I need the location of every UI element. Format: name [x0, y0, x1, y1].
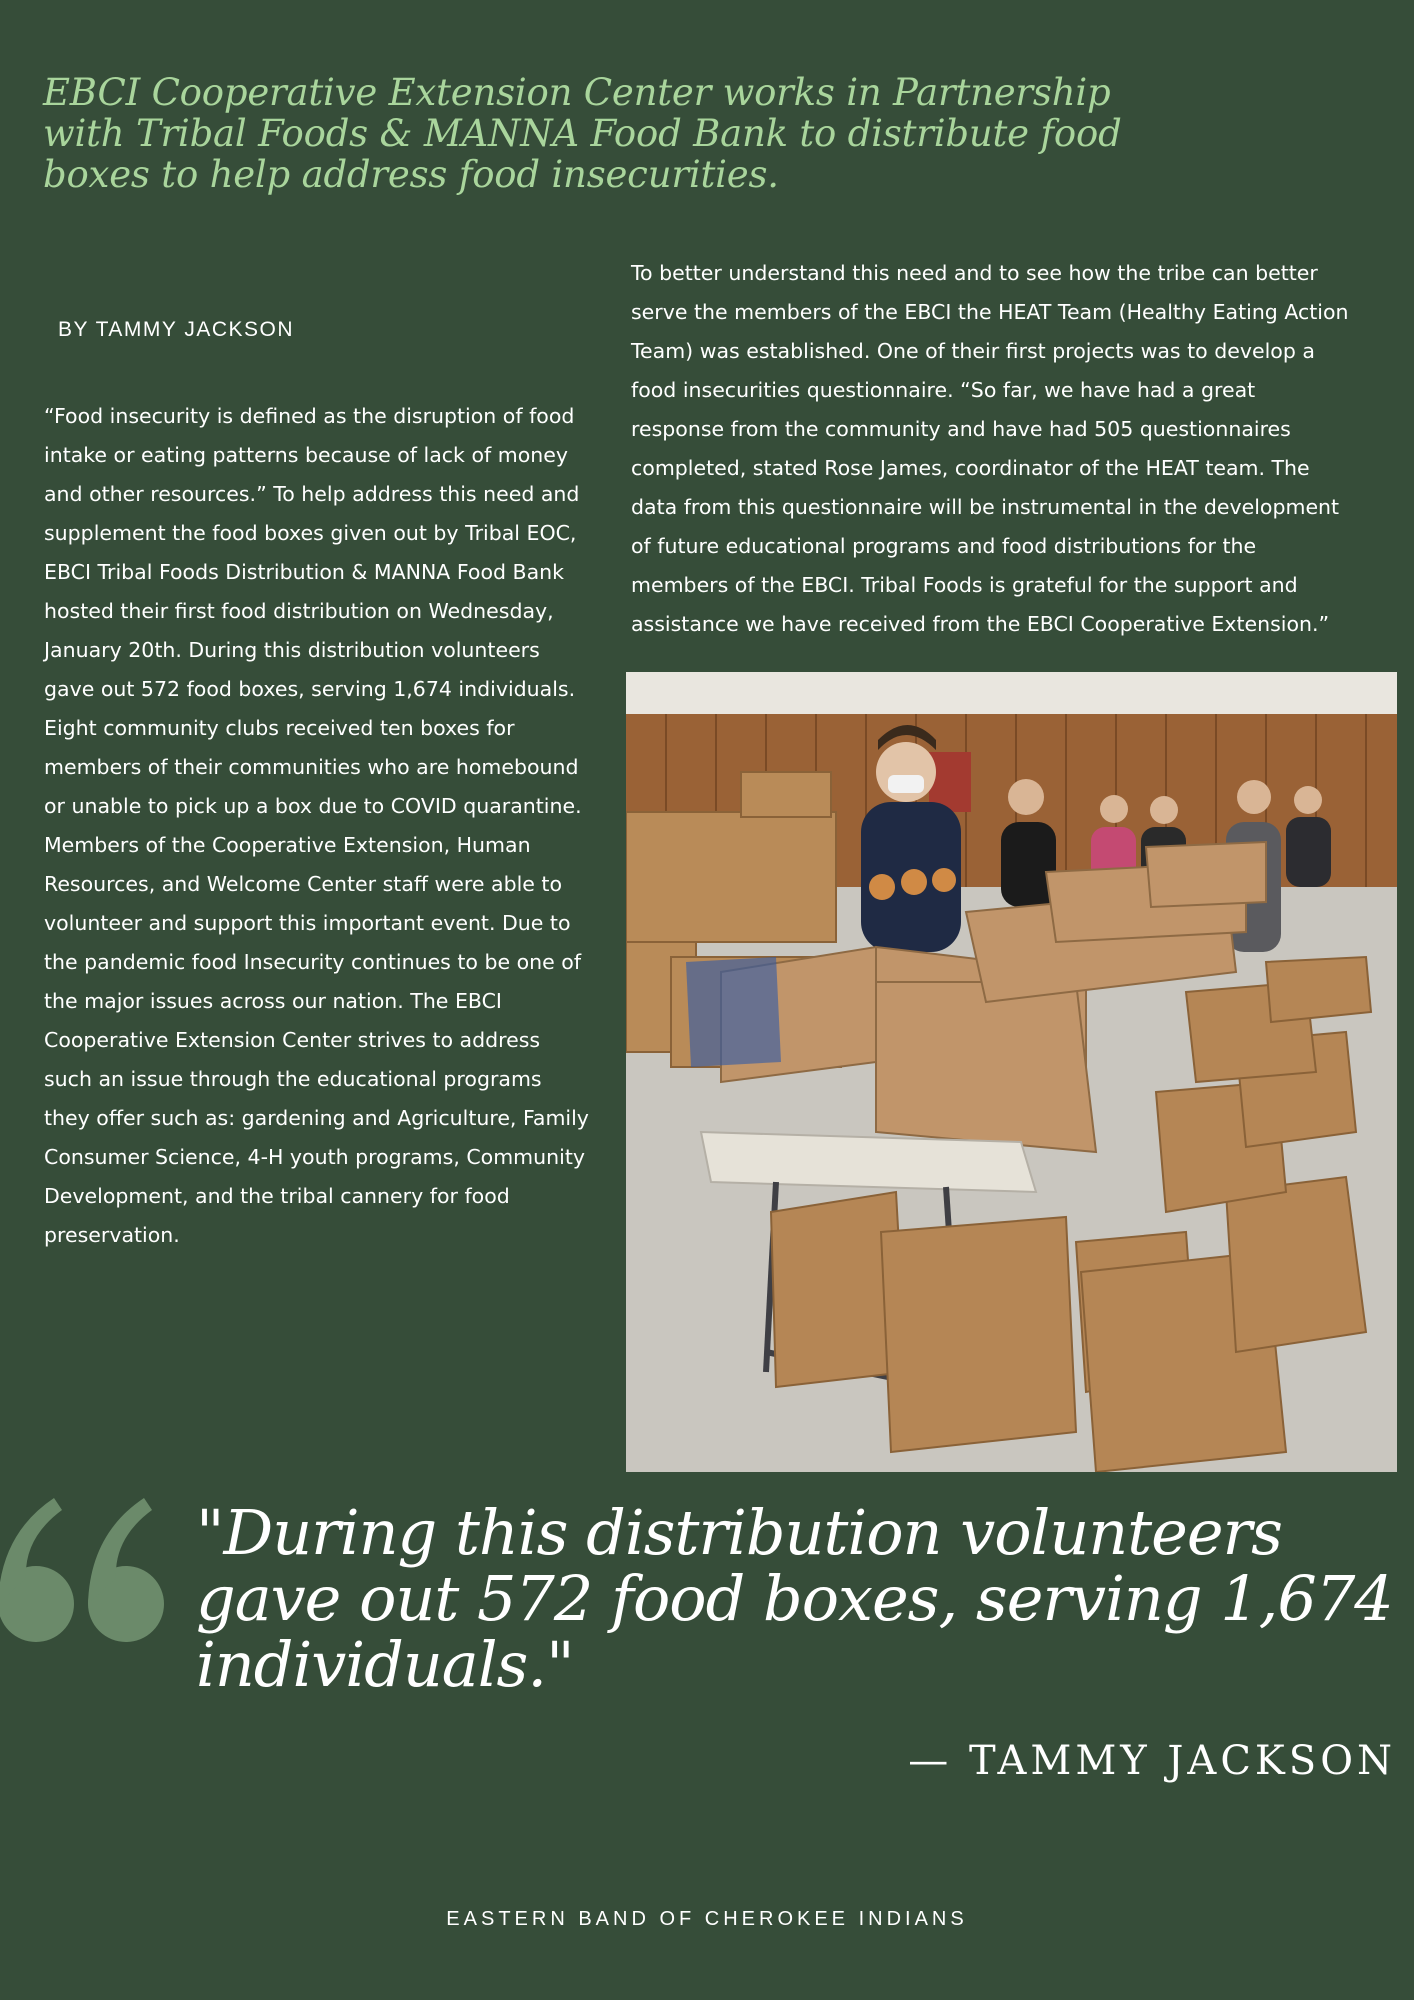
food-distribution-photo [626, 672, 1397, 1472]
pull-quote-attribution: — TAMMY JACKSON [908, 1738, 1396, 1784]
article-body-right-column: To better understand this need and to see how the tribe can better serve the members of the EBCI the HEAT Team (Healthy Eating Action Team) was established. One of their first projects was to develop a food insecurities questionnaire. “So far, we have had a great response from the community and have had 505 questionnaires completed, stated Rose James, coordinator of the HEAT team. The data from this questionnaire will be instrumental in the development of future educational programs and food distributions for the members of the EBCI. Tribal Foods is grateful for the support and assistance we have received from the EBCI Cooperative Extension.” [631, 261, 1349, 636]
byline: BY TAMMY JACKSON [58, 318, 294, 341]
quotation-mark-icon [0, 1494, 176, 1654]
pull-quote: "During this distribution volunteers gave out 572 food boxes, serving 1,674 individuals." [196, 1496, 1393, 1701]
article-headline: EBCI Cooperative Extension Center works in Partnership with Tribal Foods & MANNA Food Bank to distribute food boxes to help address food insecurities. [43, 71, 1122, 196]
article-body-left-column: “Food insecurity is defined as the disruption of food intake or eating patterns because of lack of money and other resources.” To help address this need and supplement the food boxes given out by Tribal EOC, EBCI Tribal Foods Distribution & MANNA Food Bank hosted their first food distribution on Wednesday, January 20th. During this distribution volunteers gave out 572 food boxes, serving 1,674 individuals. Eight community clubs received ten boxes for members of their communities who are homebound or unable to pick up a box due to COVID quarantine. Members of the Cooperative Extension, Human Resources, and Welcome Center staff were able to volunteer and support this important event. Due to the pandemic food Insecurity continues to be one of the major issues across our nation. The EBCI Cooperative Extension Center strives to address such an issue through the educational programs they offer such as: gardening and Agriculture, Family Consumer Science, 4-H youth programs, Community Development, and the tribal cannery for food preservation. [44, 404, 589, 1247]
footer-organization: EASTERN BAND OF CHEROKEE INDIANS [446, 1908, 968, 1930]
